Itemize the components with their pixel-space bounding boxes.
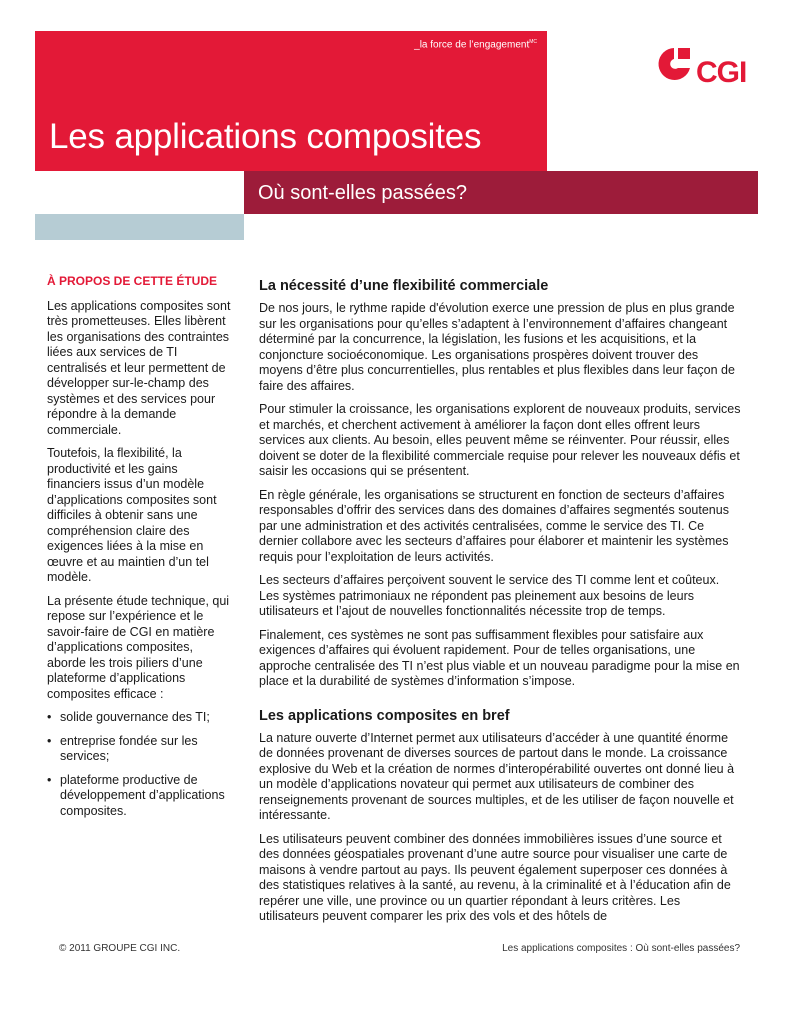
accent-band bbox=[35, 214, 244, 240]
bullet-item: • plateforme productive de développement d’applications composites. bbox=[47, 773, 233, 820]
body-paragraph: Les utilisateurs peuvent combiner des données immobilières issues d’une source et des données géospatiales provenant d’une autre source pour visualiser une carte de maisons à vendre partout au pays. Ils peuvent également superposer ces données à des statistiques relatives à la santé, au revenu, à la criminalité et à l’éducation afin de repérer une ville, une province ou un quartier répondant à leurs critères. Les utilisateurs peuvent comparer les prix des vols et des hôtels de bbox=[259, 831, 731, 923]
body-paragraph: Pour stimuler la croissance, les organisations explorent de nouveaux produits, services et marchés, et cherchent activement à améliorer la façon dont elles offrent leurs services aux clients. Au besoin, elles peuvent même se réinventer. Pour réussir, elles doivent se doter de la flexibilité commerciale requise pour relever les nouveaux défis et saisir les occasions qui se présentent. bbox=[259, 402, 741, 478]
main-content bbox=[259, 277, 741, 933]
cgi-logo-text: CGI bbox=[696, 56, 747, 89]
footer-copyright: © 2011 GROUPE CGI INC. bbox=[59, 943, 181, 954]
cgi-logo bbox=[652, 44, 752, 94]
sidebar bbox=[47, 274, 233, 827]
header-banner bbox=[35, 31, 547, 171]
tagline bbox=[414, 39, 537, 50]
sidebar-paragraph: Toutefois, la flexibilité, la productivité et les gains financiers issus d’un modèle d’applications composites sont difficiles à obtenir sans une compréhension claire des exigences liées à la mise en œuvre et au maintien d’un tel modèle. bbox=[47, 446, 217, 584]
sidebar-paragraph: Les applications composites sont très prometteuses. Elles libèrent les organisations des contraintes liées aux services de TI centralisés et leur permettent de développer sur-le-champ des systèmes et des services pour répondre à la demande commerciale. bbox=[47, 298, 231, 437]
sidebar-paragraph: La présente étude technique, qui repose sur l’expérience et le savoir-faire de CGI en matière d’applications composites, aborde les trois piliers d’une plateforme d’applications composites efficace : bbox=[47, 593, 230, 701]
page-subtitle: Où sont-elles passées? bbox=[258, 182, 468, 204]
footer-document-title: Les applications composites : Où sont-elles passées? bbox=[502, 943, 740, 954]
tagline-text: _la force de l’engagement bbox=[414, 39, 530, 51]
body-paragraph: De nos jours, le rythme rapide d'évolution exerce une pression de plus en plus grande sur les organisations pour qu’elles s’adaptent à l’environnement d’affaires changeant déterminé par la concurrence, la législation, les fusions et les acquisitions, et la conjoncture socioéconomique. Les organisations prospères doivent trouver des moyens d’être plus concurrentielles, plus rentables et plus flexibles dans leur façon de faire des affaires. bbox=[259, 301, 735, 393]
sidebar-heading: À PROPOS DE CETTE ÉTUDE bbox=[47, 274, 218, 288]
body-paragraph: Finalement, ces systèmes ne sont pas suffisamment flexibles pour satisfaire aux exigences d’affaires qui évoluent rapidement. Pour de telles organisations, une approche centralisée des TI n’est plus viable et un nouveau paradigme pour la mise en place et la durabilité de systèmes d’information s’impose. bbox=[259, 627, 740, 688]
sidebar-bullet-list bbox=[47, 710, 233, 819]
tagline-mark: MC bbox=[529, 39, 537, 45]
body-paragraph: Les secteurs d’affaires perçoivent souvent le service des TI comme lent et coûteux. Les systèmes patrimoniaux ne répondent pas pleinement aux besoins de leurs utilisateurs et l’ajout de nouvelles fonctionnalités nécessite trop de temps. bbox=[259, 573, 720, 618]
bullet-item: • entreprise fondée sur les services; bbox=[47, 734, 233, 765]
section-heading-overview: Les applications composites en bref bbox=[259, 707, 510, 724]
body-paragraph: La nature ouverte d’Internet permet aux utilisateurs d’accéder à une quantité énorme de données provenant de diverses sources de partout dans le monde. La croissance explosive du Web et la création de normes d’interopérabilité ouvertes ont donné lieu à un modèle d’applications novateur qui permet aux utilisateurs de combiner des renseignements provenant de sources multiples, et de les utiliser de façon nouvelle et intéressante. bbox=[259, 730, 735, 822]
bullet-item: • solide gouvernance des TI; bbox=[47, 710, 233, 726]
section-heading-flexibility: La nécessité d’une flexibilité commerciale bbox=[259, 278, 549, 294]
cgi-logo-icon bbox=[652, 44, 696, 84]
subtitle-band bbox=[244, 171, 758, 214]
body-paragraph: En règle générale, les organisations se structurent en fonction de secteurs d’affaires responsables d’offrir des services dans des domaines d’affaires segmentés soutenus par une administration et des activités centralisées, comme le service des TI. Ce dernier collabore avec les secteurs d’affaires pour élaborer et maintenir les systèmes requis pour l’exploitation de leurs activités. bbox=[259, 487, 729, 564]
page-title: Les applications composites bbox=[49, 117, 482, 156]
